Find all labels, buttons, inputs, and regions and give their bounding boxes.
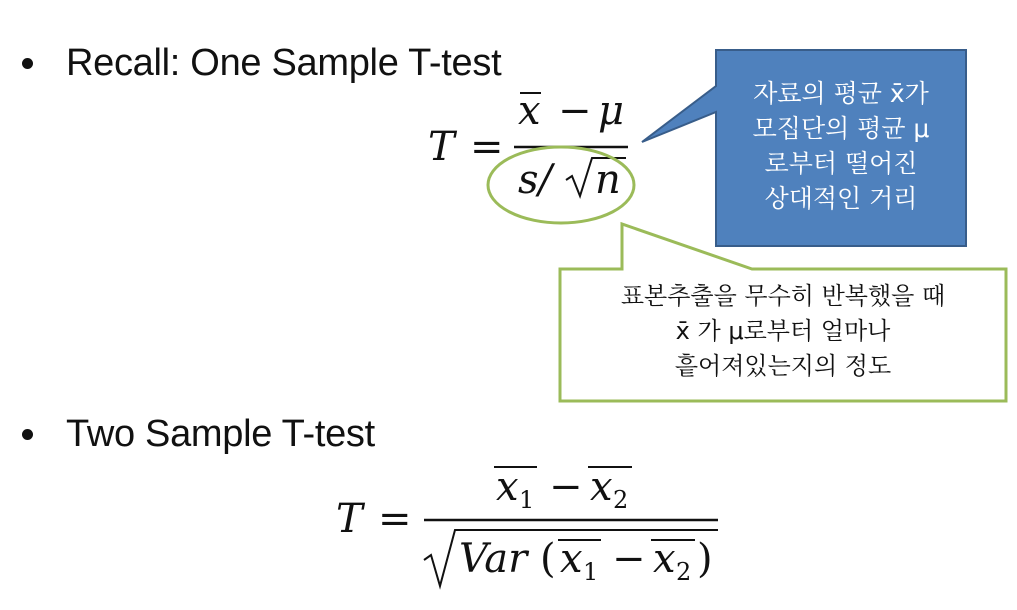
- formula1-minus: −: [558, 88, 592, 134]
- formula1-s: s/: [518, 157, 553, 203]
- formula2-den-sub1: 1: [583, 558, 599, 586]
- formula2-num-minus: −: [549, 464, 583, 510]
- callout-blue-line-3: 로부터 떨어진: [764, 149, 918, 178]
- callout-blue-line-4: 상대적인 거리: [764, 184, 918, 213]
- formula2-num-sub1: 1: [519, 486, 535, 514]
- formula-one-sample: [428, 88, 628, 203]
- callout-green-line-2: x̄ 가 μ로부터 얼마나: [675, 317, 891, 345]
- formula1-x: x: [518, 88, 541, 134]
- formula2-den-x1: x: [560, 536, 583, 582]
- formula2-num-x2: x: [590, 464, 613, 510]
- callout-blue-line-1: 자료의 평균 x̄가: [753, 79, 929, 108]
- callout-blue: [642, 50, 966, 246]
- formula2-den-x2: x: [653, 536, 676, 582]
- formula2-num-sub2: 2: [613, 486, 629, 514]
- heading-one-sample: Recall: One Sample T-test: [66, 42, 502, 84]
- formula-two-sample: [336, 464, 718, 586]
- callout-green: [560, 224, 1006, 401]
- formula2-lhs: T: [336, 496, 363, 542]
- formula1-equals: =: [470, 124, 504, 170]
- formula1-mu: μ: [598, 88, 624, 134]
- heading-two-sample: Two Sample T-test: [66, 413, 375, 455]
- formula2-num-x1: x: [496, 464, 519, 510]
- formula1-n: n: [595, 157, 621, 203]
- formula2-lparen: (: [540, 536, 556, 582]
- callout-blue-line-2: 모집단의 평균 μ: [752, 114, 930, 143]
- formula2-var: Var: [459, 536, 528, 582]
- callout-green-line-1: 표본추출을 무수히 반복했을 때: [620, 282, 946, 310]
- callout-green-line-3: 흩어져있는지의 정도: [674, 352, 892, 380]
- formula2-den-sub2: 2: [676, 558, 692, 586]
- formula2-den-minus: −: [612, 536, 646, 582]
- formula2-rparen: ): [697, 536, 713, 582]
- formula1-lhs: T: [428, 124, 455, 170]
- formula2-equals: =: [378, 496, 412, 542]
